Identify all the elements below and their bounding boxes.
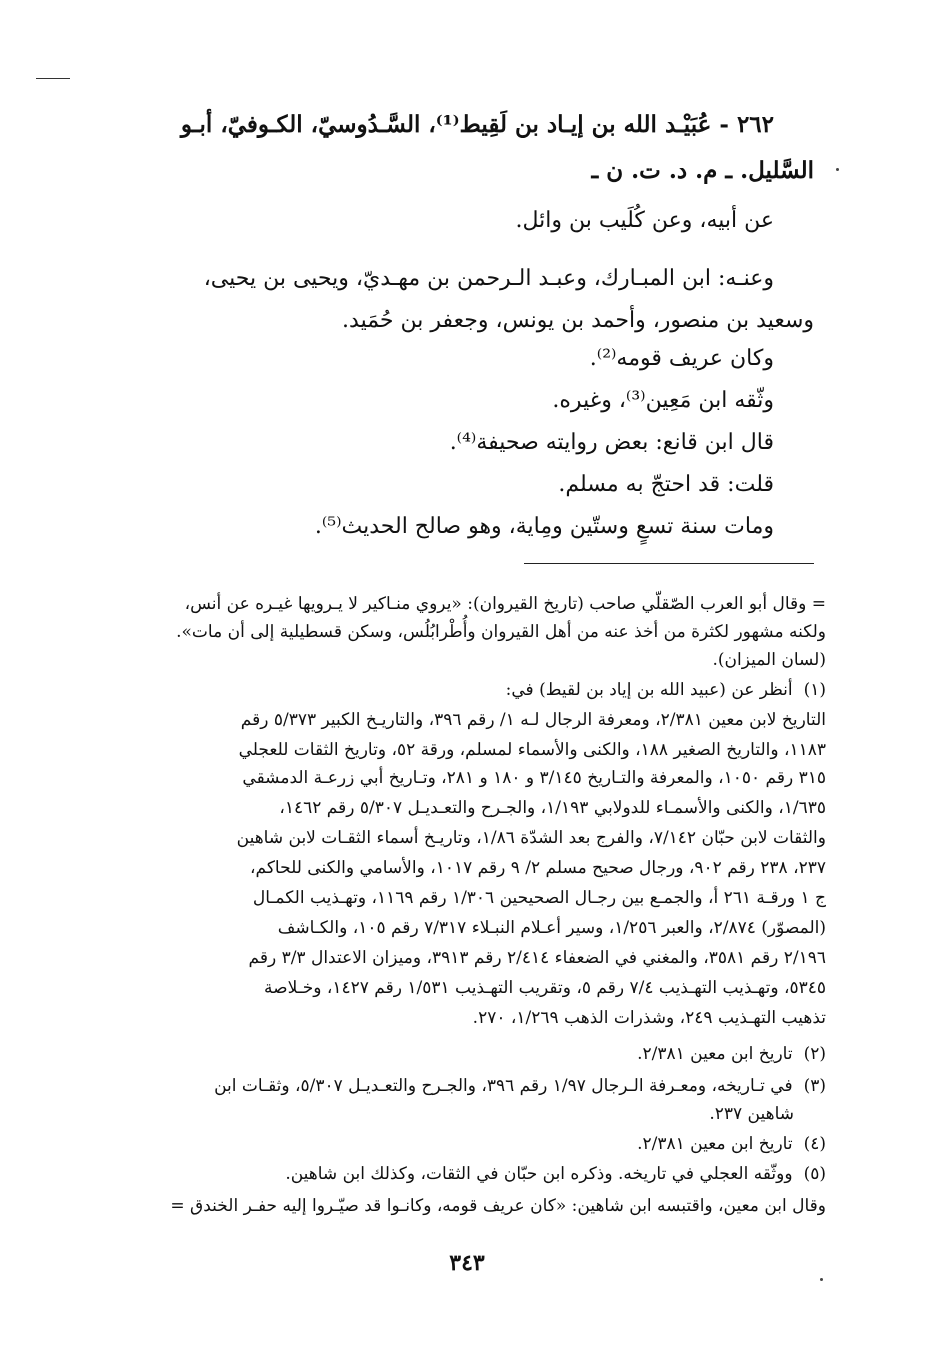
entry-line: وعنـه: ابن المبـارك، وعبـد الـرحمن بن مهـديّ، ويحيى بن يحيى، <box>203 266 774 291</box>
footnote-line: ٥٣٤٥، وتهـذيب التهـذيب ٧/٤ رقم ٥، وتقريب التهـذيب ١/٥٣١ رقم ١٤٢٧، وخـلاصة <box>264 978 826 998</box>
entry-line: وسعيد بن منصور، وأحمد بن يونس، وجعفر بن حُمَيد. <box>342 308 814 333</box>
footnote-text: تاريخ ابن معين ٢/٣٨١. <box>637 1134 793 1154</box>
footnote-4 <box>108 1130 826 1158</box>
footnote-number: (٣) <box>803 1076 826 1096</box>
footnote-5 <box>108 1160 826 1188</box>
footnote-line: ٣١٥ رقم ١٠٥٠، والمعرفة والتـاريخ ٣/١٤٥ و ١٨٠ و ٢٨١، وتـاريخ أبي زرعـة الدمشقي <box>242 768 826 788</box>
footnote-3 <box>108 1072 826 1100</box>
footnote-text: ووثّقه العجلي في تاريخه. وذكره ابن حبّان في الثقات، وكذلك ابن شاهين. <box>285 1164 793 1184</box>
footnote-line: (المصوّر) ٢/٨٧٤، والعبر ١/٢٥٦، وسير أعـلام النبـلاء ٧/٣١٧ رقم ١٠٥، والكـاشف <box>277 918 826 938</box>
footnote-line: ج ١ ورقـة ٢٦١ أ، والجمـع بين رجـال الصحيحين ١/٣٠٦ رقم ١١٦٩، وتهـذيب الكمـال <box>252 888 826 908</box>
footnote-1 <box>108 676 826 704</box>
entry-line: وثّقه ابن مَعِين⁽³⁾، وغيره. <box>552 388 774 413</box>
entry-heading: ٢٦٢ - عُبَيْـد الله بن إيـاد بن لَقِيط⁽¹⁾، السَّـدُوسيّ، الكـوفيّ، أبـو <box>180 111 774 138</box>
footnote-line: ٢/١٩٦ رقم ٣٥٨١، والمغني في الضعفاء ٢/٤١٤ رقم ٣٩١٣، وميزان الاعتدال ٣/٣ رقم <box>248 948 826 968</box>
entry-line: وكان عريف قومه⁽²⁾. <box>589 346 774 371</box>
footnote-separator <box>524 563 814 564</box>
footnote-text: أنظر عن (عبيد الله بن إياد بن لقيط) في: <box>505 680 793 700</box>
footnote-line: ١/٦٣٥، والكنى والأسمـاء للدولابي ١/١٩٣، والجـرح والتعـديـل ٥/٣٠٧ رقم ١٤٦٢، <box>279 798 826 818</box>
footnote-2 <box>108 1040 826 1068</box>
speck <box>820 1278 823 1281</box>
entry-line: قال ابن قانع: بعض روايته صحيفة⁽⁴⁾. <box>449 430 774 455</box>
footnote-text: في تـاريخه، ومعـرفة الـرجال ١/٩٧ رقم ٣٩٦، والجـرح والتعـديـل ٥/٣٠٧، وثقـات ابن <box>214 1076 793 1096</box>
footnote-line: شاهين ٢٣٧. <box>709 1104 794 1124</box>
footnote-line: والثقات لابن حبّان ٧/١٤٢، والفرج بعد الشدّة ١/٨٦، وتاريـخ أسماء الثقـات لابن شاهين <box>236 828 826 848</box>
entry-line: قلت: قد احتجّ به مسلم. <box>558 472 774 497</box>
footnote-number: (٤) <box>803 1134 826 1154</box>
entry-line: ومات سنة تسعٍ وستّين ومِاية، وهو صالح الحديث⁽⁵⁾. <box>314 514 774 539</box>
entry-heading-continued: السَّليل. ـ م. د. ت. ن ـ <box>591 157 814 184</box>
footnote-number: (١) <box>803 680 826 700</box>
footnote-continuation: = وقال أبو العرب الصّقلّي صاحب (تاريخ القيروان): «يروي منـاكير لا يـرويها غيـره عن أنس، <box>184 594 826 614</box>
entry-line: عن أبيه، وعن كُلَيب بن وائل. <box>515 208 774 233</box>
footnote-number: (٥) <box>803 1164 826 1184</box>
footnote-line: ١١٨٣، والتاريخ الصغير ١٨٨، والكنى والأسماء لمسلم، ورقة ٥٢، وتاريخ الثقات للعجلي <box>238 740 826 760</box>
footnote-continuation: (لسان الميزان). <box>712 650 826 670</box>
footnote-line: التاريخ لابن معين ٢/٣٨١، ومعرفة الرجال لـه ١/ رقم ٣٩٦، والتاريـخ الكبير ٥/٣٧٣ رقم <box>240 710 826 730</box>
footnote-number: (٢) <box>803 1044 826 1064</box>
footnote-line: تذهيب التهـذيب ٢٤٩، وشذرات الذهب ١/٢٦٩، ٢٧٠. <box>472 1008 826 1028</box>
footnote-text: تاريخ ابن معين ٢/٣٨١. <box>637 1044 793 1064</box>
footnote-line: وقال ابن معين، واقتبسه ابن شاهين: «كان عريف قومه، وكانـوا قد صيّـروا إليه حفـر الخندق = <box>170 1196 826 1216</box>
margin-mark <box>36 78 70 79</box>
footnote-continuation: ولكنه مشهور لكثرة من أخذ عنه من أهل القيروان وأُطْرابُلُس، وسكن قسطيلية إلى أن مات». <box>176 622 826 642</box>
page-number: ٣٤٣ <box>449 1250 485 1276</box>
speck <box>836 168 839 171</box>
footnote-line: ٢٣٧، ٢٣٨ رقم ٩٠٢، ورجال صحيح مسلم ٢/ ٩ رقم ١٠١٧، والأسامي والكنى للحاكم، <box>250 858 826 878</box>
